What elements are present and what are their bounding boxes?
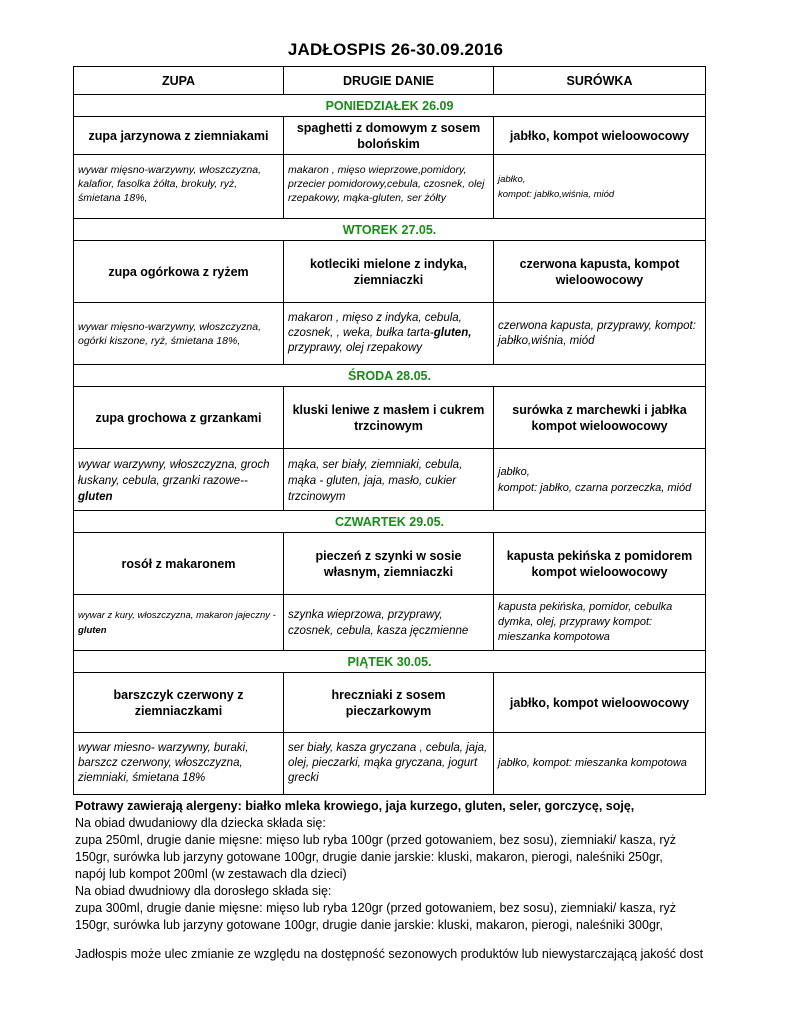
day-heading: CZWARTEK 29.05.: [74, 511, 706, 533]
surowka-ing-line: kompot: jabłko,wiśnia, miód: [498, 188, 615, 200]
drugie-ingredients: makaron , mięso wieprzowe,pomidory, przecier pomidorowy,cebula, czosnek, olej rzepakowy, mąka-gluten, ser żółty: [284, 155, 494, 219]
day-row: [74, 95, 706, 117]
surowka-dish: jabłko, kompot wieloowocowy: [494, 673, 706, 733]
dish-row: [74, 117, 706, 155]
dish-row: [74, 387, 706, 449]
drugie-ing-text: makaron , mięso z indyka, cebula, czosnek, , weka, bułka tarta-: [288, 312, 462, 339]
surowka-dish: jabłko, kompot wieloowocowy: [494, 117, 706, 155]
surowka-ingredients: czerwona kapusta, przyprawy, kompot: jabłko,wiśnia, miód: [494, 303, 706, 365]
note-line: Na obiad dwudniowy dla dorosłego składa się:: [75, 884, 332, 898]
ingredients-row: [74, 155, 706, 219]
zupa-ingredients: wywar miesno- warzywny, buraki, barszcz czerwony, włoszczyzna, ziemniaki, śmietana 18%: [74, 733, 284, 795]
zupa-dish: rosół z makaronem: [74, 533, 284, 595]
day-heading: PONIEDZIAŁEK 26.09: [74, 95, 706, 117]
drugie-dish: kotleciki mielone z indyka, ziemniaczki: [284, 241, 494, 303]
ingredients-row: [74, 303, 706, 365]
zupa-ingredients: [74, 595, 284, 651]
zupa-ing-text: wywar z kury, włoszczyzna, makaron jajeczny -: [78, 609, 276, 621]
note-line: Na obiad dwudaniowy dla dziecka składa się:: [75, 816, 326, 830]
gluten-label: gluten,: [433, 327, 472, 339]
surowka-ing-line: jabłko,: [498, 173, 526, 185]
zupa-dish: zupa ogórkowa z ryżem: [74, 241, 284, 303]
header-zupa: ZUPA: [74, 67, 284, 95]
drugie-ingredients: mąka, ser biały, ziemniaki, cebula, mąka - gluten, jaja, masło, cukier trzcinowym: [284, 449, 494, 511]
surowka-ing-line: jabłko,: [498, 465, 530, 478]
zupa-ingredients: [74, 449, 284, 511]
day-row: [74, 651, 706, 673]
day-heading: PIĄTEK 30.05.: [74, 651, 706, 673]
zupa-dish: zupa grochowa z grzankami: [74, 387, 284, 449]
note-line: 150gr, surówka lub jarzyny gotowane 100gr, drugie danie jarskie: kluski, makaron, pierogi, naleśniki 250gr,: [75, 850, 663, 864]
surowka-ingredients: kapusta pekińska, pomidor, cebulka dymka, olej, przyprawy kompot: mieszanka kompotowa: [494, 595, 706, 651]
note-line: 150gr, surówka lub jarzyny gotowane 100gr, drugie danie jarskie: kluski, makaron, pierogi, naleśniki 300gr,: [75, 918, 663, 932]
drugie-ing-text: przyprawy, olej rzepakowy: [288, 342, 423, 354]
dish-row: [74, 533, 706, 595]
header-surowka: SURÓWKA: [494, 67, 706, 95]
drugie-dish: hreczniaki z sosem pieczarkowym: [284, 673, 494, 733]
drugie-dish: kluski leniwe z masłem i cukrem trzcinowym: [284, 387, 494, 449]
zupa-ingredients: wywar mięsno-warzywny, włoszczyzna, kalafior, fasolka żółta, brokuły, ryż, śmietana 18%,: [74, 155, 284, 219]
ingredients-row: [74, 733, 706, 795]
note-line: Jadłospis może ulec zmianie ze względu na dostępność sezonowych produktów lub niewystarczającą jakość dost: [75, 947, 704, 961]
note-line: zupa 250ml, drugie danie mięsne: mięso lub ryba 100gr (przed gotowaniem, bez sosu), ziemniaki/ kasza, ryż: [75, 833, 676, 847]
drugie-ingredients: ser biały, kasza gryczana , cebula, jaja, olej, pieczarki, mąka gryczana, jogurt grecki: [284, 733, 494, 795]
menu-table: [73, 66, 706, 795]
drugie-ingredients: [284, 303, 494, 365]
spacer: [75, 934, 735, 946]
surowka-dish: czerwona kapusta, kompot wieloowocowy: [494, 241, 706, 303]
dish-row: [74, 241, 706, 303]
header-drugie-danie: DRUGIE DANIE: [284, 67, 494, 95]
zupa-ing-text: wywar warzywny, włoszczyzna, groch łuskany, cebula, grzanki razowe--: [78, 459, 270, 487]
zupa-dish: zupa jarzynowa z ziemniakami: [74, 117, 284, 155]
surowka-dish: kapusta pekińska z pomidorem kompot wieloowocowy: [494, 533, 706, 595]
surowka-dish: surówka z marchewki i jabłka kompot wieloowocowy: [494, 387, 706, 449]
header-row: [74, 67, 706, 95]
zupa-dish: barszczyk czerwony z ziemniaczkami: [74, 673, 284, 733]
day-row: [74, 219, 706, 241]
gluten-label: gluten: [78, 624, 107, 636]
day-row: [74, 511, 706, 533]
menu-title: JADŁOSPIS 26-30.09.2016: [287, 40, 504, 59]
zupa-ingredients: wywar mięsno-warzywny, włoszczyzna, ogórki kiszone, ryż, śmietana 18%,: [74, 303, 284, 365]
surowka-ingredients: [494, 155, 706, 219]
dish-row: [74, 673, 706, 733]
note-line: zupa 300ml, drugie danie mięsne: mięso lub ryba 120gr (przed gotowaniem, bez sosu), ziemniaki/ kasza, ryż: [75, 901, 676, 915]
ingredients-row: [74, 449, 706, 511]
day-heading: WTOREK 27.05.: [74, 219, 706, 241]
gluten-label: gluten: [78, 491, 113, 503]
day-heading: ŚRODA 28.05.: [74, 365, 706, 387]
allergen-note: Potrawy zawierają alergeny: białko mleka krowiego, jaja kurzego, gluten, seler, gorczycę, soję,: [75, 799, 635, 813]
surowka-ing-line: kompot: jabłko, czarna porzeczka, miód: [498, 481, 692, 494]
day-row: [74, 365, 706, 387]
drugie-ingredients: szynka wieprzowa, przyprawy, czosnek, cebula, kasza jęczmienne: [284, 595, 494, 651]
notes-section: [75, 798, 735, 963]
drugie-dish: spaghetti z domowym z sosem bolońskim: [284, 117, 494, 155]
surowka-ingredients: jabłko, kompot: mieszanka kompotowa: [494, 733, 706, 795]
drugie-dish: pieczeń z szynki w sosie własnym, ziemniaczki: [284, 533, 494, 595]
surowka-ingredients: [494, 449, 706, 511]
note-line: napój lub kompot 200ml (w zestawach dla dzieci): [75, 867, 347, 881]
ingredients-row: [74, 595, 706, 651]
